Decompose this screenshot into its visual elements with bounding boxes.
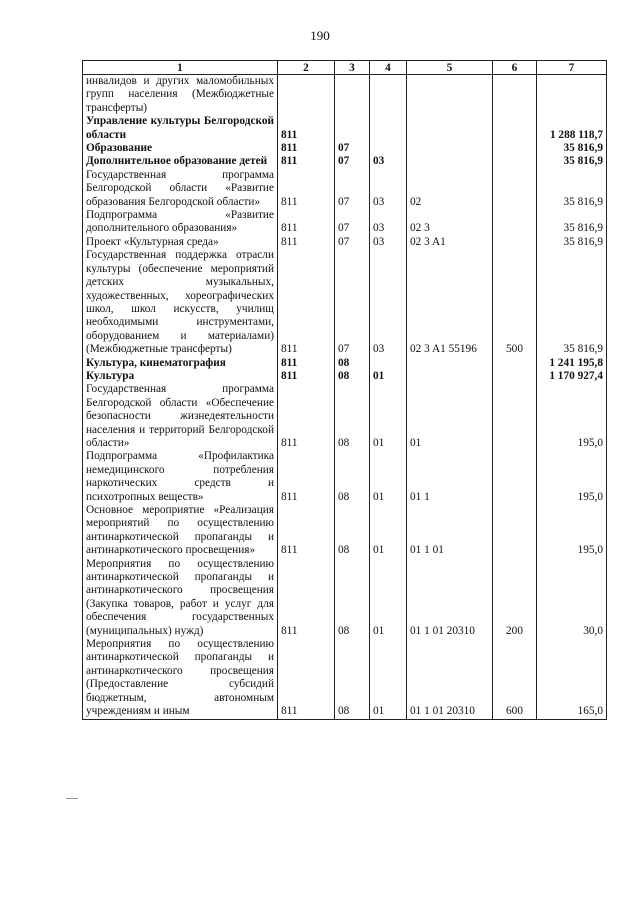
row-name: Проект «Культурная среда» [83,236,278,249]
row-code-2: 811 [278,169,335,209]
row-code-5: 01 1 01 20310 [407,558,493,638]
margin-mark [66,798,78,799]
header-col-1: 1 [83,61,278,75]
header-col-2: 2 [278,61,335,75]
table-row [83,357,607,370]
row-code-3: 08 [335,450,370,504]
row-code-3: 07 [335,236,370,249]
row-code-6 [493,169,537,209]
row-name: Управление культуры Белгородской области [83,115,278,142]
row-name: Мероприятия по осуществлению антинаркотической пропаганды и антинаркотического просвещения (Закупка товаров, работ и услуг для обеспечения государственных (муниципальных) нужд) [83,558,278,638]
row-code-5 [407,155,493,168]
row-code-5 [407,115,493,142]
row-code-6: 500 [493,249,537,356]
row-code-5: 01 1 01 [407,504,493,558]
row-amount: 1 241 195,8 [537,357,607,370]
row-code-5: 02 [407,169,493,209]
row-code-6 [493,236,537,249]
row-code-4: 01 [370,370,407,383]
row-name: Образование [83,142,278,155]
row-name: инвалидов и других маломобильных групп населения (Межбюджетные трансферты) [83,75,278,116]
row-name: Подпрограмма «Профилактика немедицинского потребления наркотических средств и психотропных веществ» [83,450,278,504]
row-amount: 35 816,9 [537,155,607,168]
row-code-4 [370,357,407,370]
row-code-4: 01 [370,558,407,638]
table-row [83,450,607,504]
row-code-3: 07 [335,155,370,168]
row-amount: 165,0 [537,638,607,719]
table-row [83,558,607,638]
row-code-2: 811 [278,236,335,249]
row-name: Мероприятия по осуществлению антинаркотической пропаганды и антинаркотического просвещения (Предоставление субсидий бюджетным, автономным учреждениям и иным [83,638,278,719]
row-code-4: 03 [370,249,407,356]
row-code-5: 01 1 01 20310 [407,638,493,719]
row-code-4: 01 [370,638,407,719]
row-name: Основное мероприятие «Реализация мероприятий по осуществлению антинаркотической пропаганды и антинаркотического просвещения» [83,504,278,558]
row-name: Государственная поддержка отрасли культуры (обеспечение мероприятий детских музыкальных, художественных, хореографических школ, школ искусств, училищ необходимыми инструментами, оборудованием и материалами) (Межбюджетные трансферты) [83,249,278,356]
row-code-6 [493,450,537,504]
table-header-row [83,61,607,75]
header-col-5: 5 [407,61,493,75]
row-code-2: 811 [278,115,335,142]
table-row [83,638,607,719]
row-code-6 [493,155,537,168]
row-code-6 [493,142,537,155]
row-code-4: 01 [370,383,407,450]
row-code-3: 07 [335,249,370,356]
row-amount: 1 170 927,4 [537,370,607,383]
row-code-5: 01 [407,383,493,450]
row-code-2: 811 [278,450,335,504]
row-amount: 35 816,9 [537,209,607,236]
row-amount: 195,0 [537,450,607,504]
header-col-7: 7 [537,61,607,75]
row-code-4 [370,142,407,155]
table-row [83,155,607,168]
row-amount: 195,0 [537,383,607,450]
table-row [83,383,607,450]
row-code-2: 811 [278,370,335,383]
row-code-3: 08 [335,370,370,383]
table-row [83,142,607,155]
row-code-6 [493,75,537,116]
row-code-4: 03 [370,209,407,236]
row-name: Государственная программа Белгородской области «Обеспечение безопасности жизнедеятельности населения и территорий Белгородской области» [83,383,278,450]
row-code-6 [493,370,537,383]
row-code-3: 08 [335,558,370,638]
row-amount: 35 816,9 [537,142,607,155]
row-code-6: 200 [493,558,537,638]
table-row [83,209,607,236]
row-code-5: 02 3 [407,209,493,236]
row-code-2: 811 [278,383,335,450]
budget-table [82,60,607,720]
table-row [83,75,607,116]
row-amount: 1 288 118,7 [537,115,607,142]
row-code-4 [370,115,407,142]
table-row [83,504,607,558]
table-row [83,169,607,209]
row-code-3: 07 [335,142,370,155]
page-number: 190 [310,28,330,43]
row-code-4: 01 [370,450,407,504]
row-code-3: 07 [335,209,370,236]
row-code-3: 08 [335,357,370,370]
row-name: Дополнительное образование детей [83,155,278,168]
row-amount: 35 816,9 [537,169,607,209]
row-code-4: 03 [370,169,407,209]
row-code-5: 01 1 [407,450,493,504]
row-code-2: 811 [278,142,335,155]
row-code-6 [493,209,537,236]
row-amount: 35 816,9 [537,236,607,249]
row-name: Культура, кинематография [83,357,278,370]
row-code-5 [407,75,493,116]
row-code-3: 07 [335,169,370,209]
row-code-2: 811 [278,209,335,236]
row-code-2: 811 [278,638,335,719]
row-name: Культура [83,370,278,383]
row-code-4: 03 [370,155,407,168]
row-code-4: 03 [370,236,407,249]
row-code-6 [493,383,537,450]
table-row [83,249,607,356]
row-code-3 [335,115,370,142]
row-amount: 195,0 [537,504,607,558]
row-amount: 35 816,9 [537,249,607,356]
row-code-2 [278,75,335,116]
row-amount: 30,0 [537,558,607,638]
row-code-2: 811 [278,249,335,356]
row-code-3 [335,75,370,116]
row-code-6 [493,504,537,558]
row-code-2: 811 [278,357,335,370]
table-row [83,115,607,142]
table-row [83,236,607,249]
row-code-5 [407,357,493,370]
row-name: Государственная программа Белгородской области «Развитие образования Белгородской области» [83,169,278,209]
row-code-6 [493,357,537,370]
row-code-4: 01 [370,504,407,558]
row-code-3: 08 [335,638,370,719]
row-code-5 [407,142,493,155]
row-code-5: 02 3 A1 55196 [407,249,493,356]
row-code-3: 08 [335,504,370,558]
row-code-4 [370,75,407,116]
header-col-3: 3 [335,61,370,75]
table-row [83,370,607,383]
row-code-6 [493,115,537,142]
row-code-6: 600 [493,638,537,719]
row-amount [537,75,607,116]
row-code-2: 811 [278,504,335,558]
row-code-5 [407,370,493,383]
header-col-6: 6 [493,61,537,75]
table-body [83,75,607,720]
row-code-2: 811 [278,558,335,638]
row-name: Подпрограмма «Развитие дополнительного образования» [83,209,278,236]
row-code-5: 02 3 A1 [407,236,493,249]
header-col-4: 4 [370,61,407,75]
row-code-3: 08 [335,383,370,450]
row-code-2: 811 [278,155,335,168]
